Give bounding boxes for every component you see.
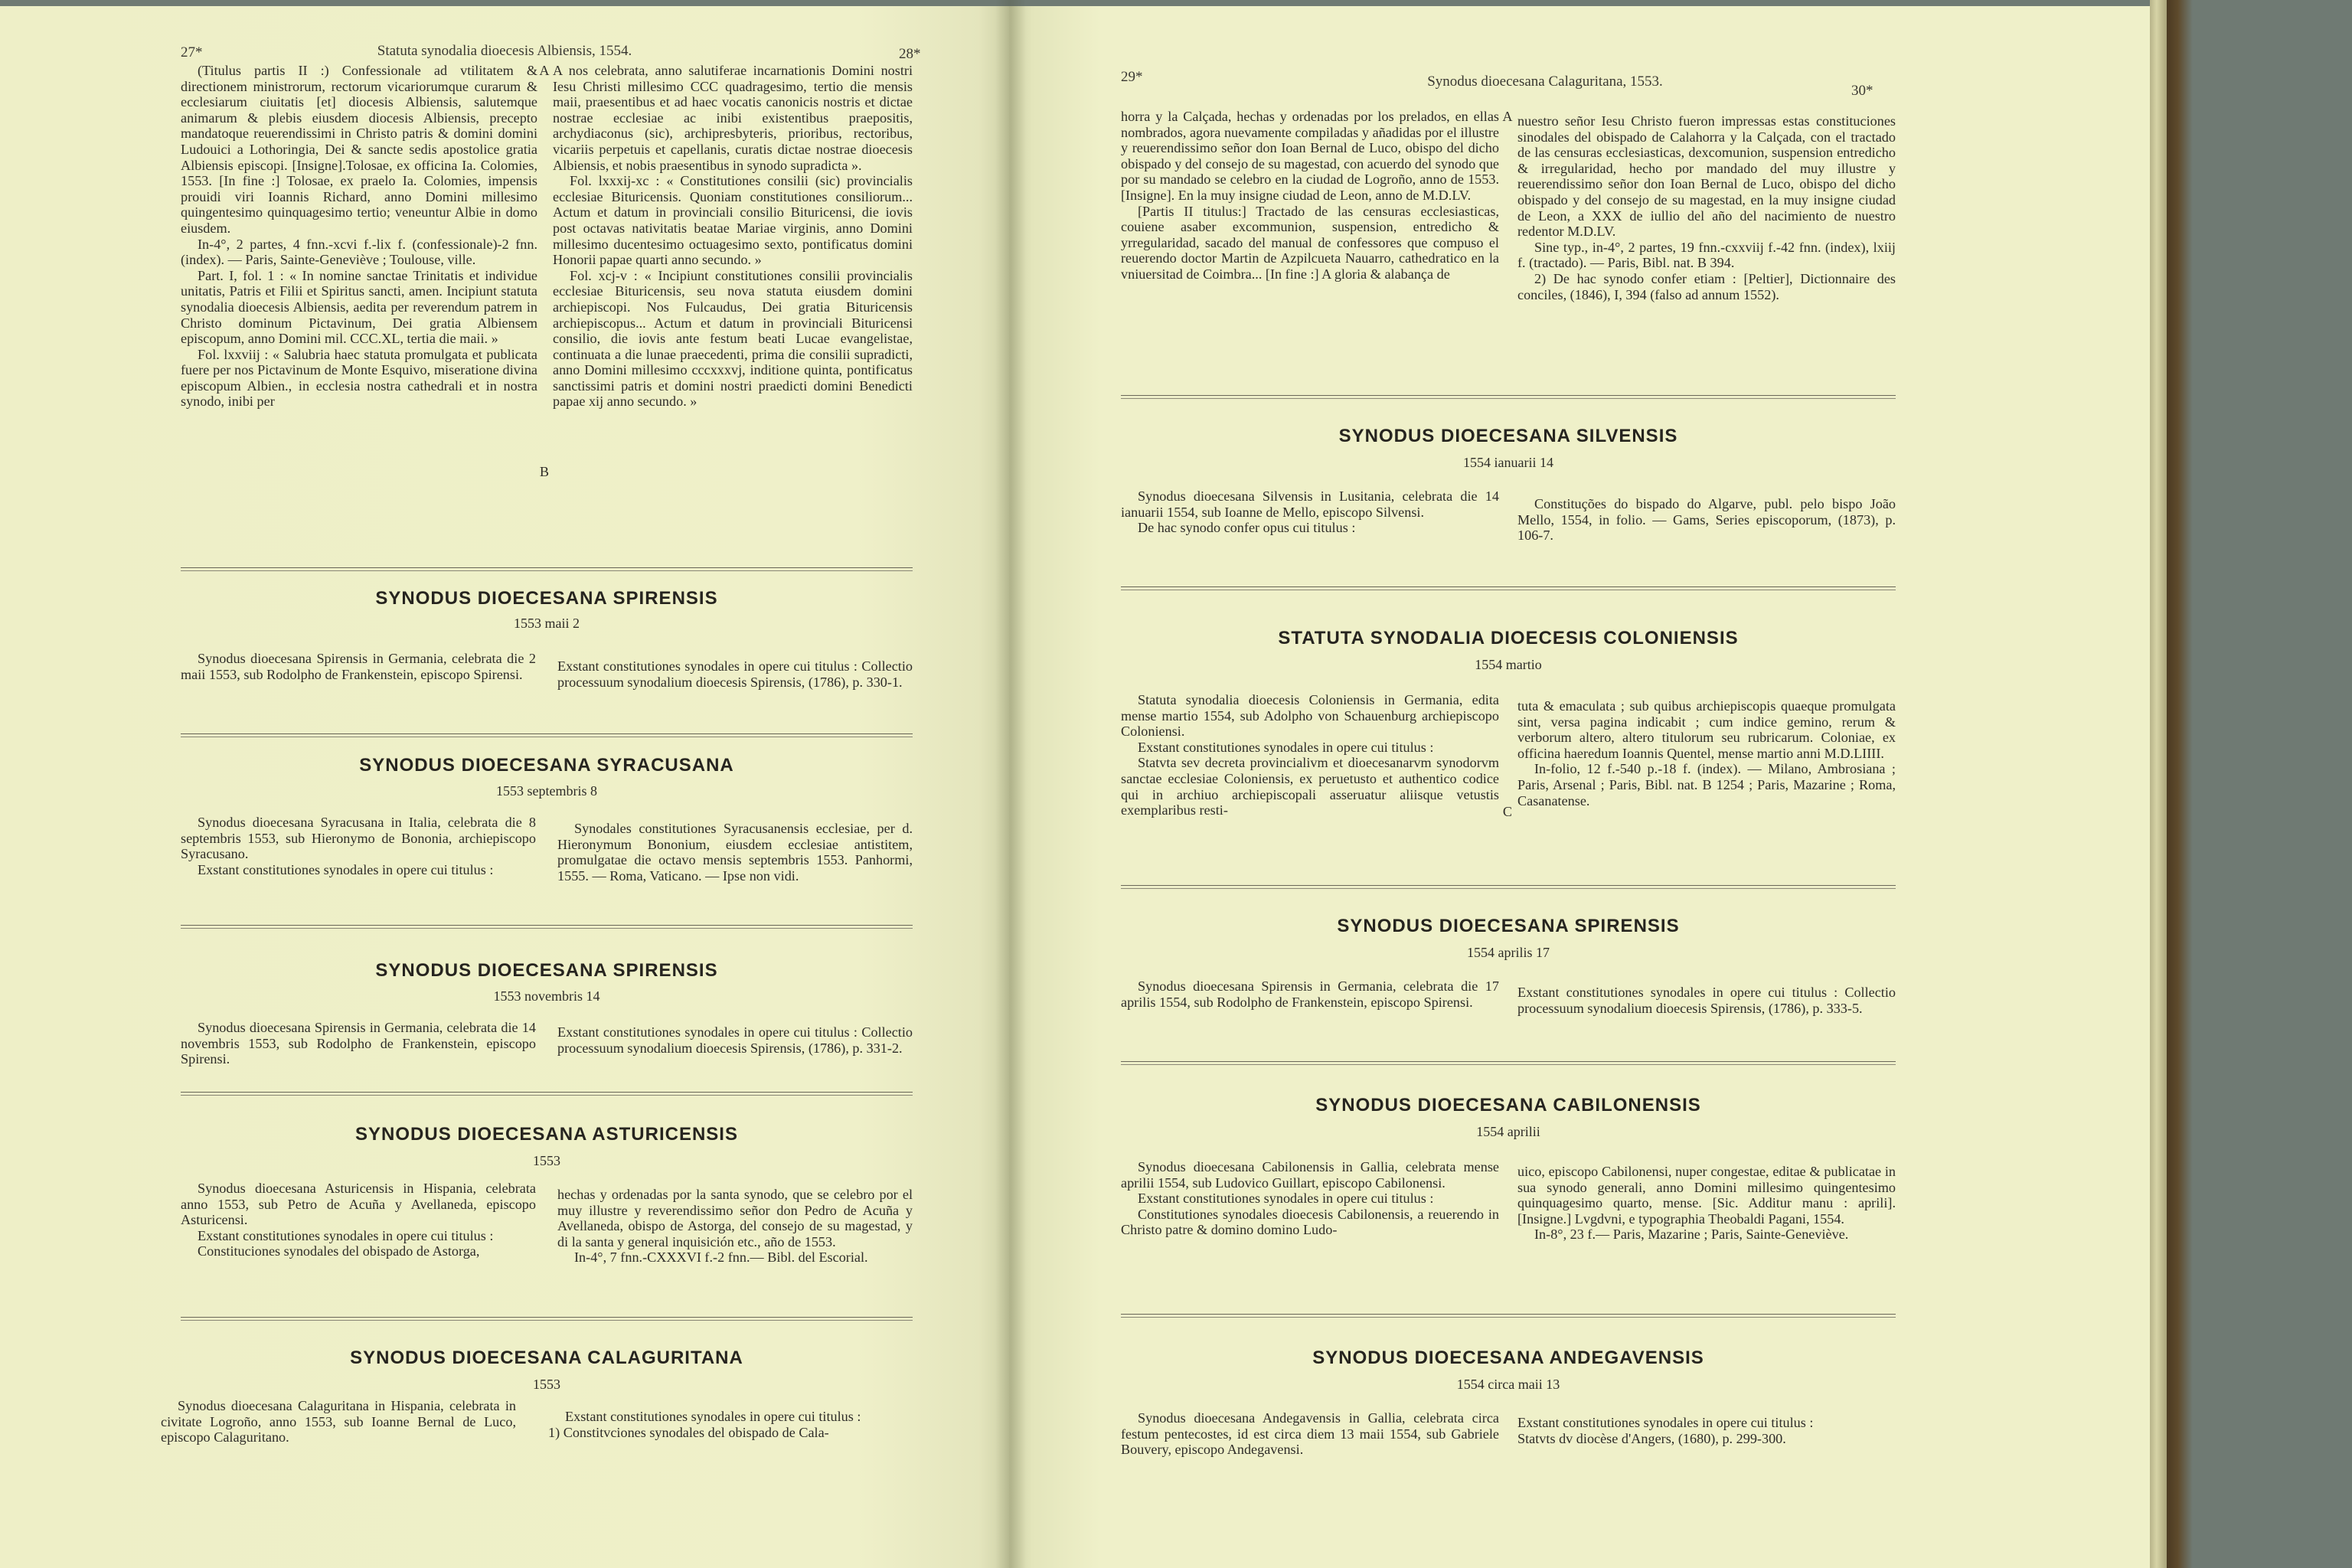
running-title-right: Synodus dioecesana Calaguritana, 1553. bbox=[1427, 74, 1663, 90]
section-divider bbox=[1121, 586, 1896, 590]
paragraph: Statvts dv diocèse d'Angers, (1680), p. 299-300. bbox=[1517, 1430, 1786, 1446]
section-column-2 bbox=[557, 658, 913, 690]
section-column-1 bbox=[1121, 978, 1499, 1010]
section-column-1 bbox=[161, 1398, 516, 1446]
paragraph: Constituciones synodales del obispado de Astorga, bbox=[198, 1243, 480, 1259]
paragraph: Synodus dioecesana Spirensis in Germania, celebrata die 2 maii 1553, sub Rodolpho de Frankenstein, episcopo Spirensi. bbox=[181, 651, 536, 682]
marginal-letter: A bbox=[1502, 109, 1513, 124]
section-column-2 bbox=[1517, 698, 1896, 808]
page-number-28: 28* bbox=[899, 46, 921, 62]
intro-column-2 bbox=[1517, 113, 1896, 302]
section-column-1 bbox=[1121, 692, 1499, 818]
paragraph: Exstant constitutiones synodales in opere cui titulus : bbox=[1138, 739, 1434, 755]
marginal-letter: B bbox=[539, 464, 550, 479]
section-date: 1554 aprilii bbox=[1476, 1124, 1540, 1139]
paragraph: tuta & emaculata ; sub quibus archiepiscopis quaeque promulgata sint, versa pagina indicabit ; cum indice gemino, rerum & verborum altero, altero titulorum seu rubricarum. Coloniae, ex officina haeredum Ioannis Quentel, mense martio anni M.D.LIIII. bbox=[1517, 698, 1896, 761]
paragraph: (Titulus partis II :) Confessionale ad vtilitatem & directionem ministrorum, rectorum vicariorumque curarum & ecclesiarum ciuitatis [et] diocesis Albiensis, salutemque animarum & plebis eiusdem diocesis Albiensis, precepto mandatoque reuerendissimi in Christo patris & domini domini Ludouici a Lothoringia, Dei & sancte sedis apostolice gratia Albiensis episcopi. [Insigne].Tolosae, ex officina Ia. Colomies, 1553. [In fine :] Tolosae, ex praelo Ia. Colomies, impensis prouidi viri Ioannis Richard, anno Domini millesimo quingentesimo quinquagesimo tertio; veneuntur Albie in domo eiusdem. bbox=[181, 63, 537, 236]
section-column-2 bbox=[1517, 985, 1896, 1016]
section-column-1 bbox=[181, 815, 536, 877]
section-divider bbox=[1121, 885, 1896, 889]
section-column-2 bbox=[548, 1409, 903, 1440]
paragraph: In-8°, 23 f.— Paris, Mazarine ; Paris, Sainte-Geneviève. bbox=[1534, 1227, 1849, 1243]
intro-column-1 bbox=[181, 63, 537, 410]
paragraph: Synodus dioecesana Andegavensis in Gallia, celebrata circa festum pentecostes, id est circa diem 13 maii 1554, sub Gabriele Bouvery, episcopo Andegavensi. bbox=[1121, 1410, 1499, 1458]
paragraph: In-4°, 7 fnn.-CXXXVI f.-2 fnn.— Bibl. del Escorial. bbox=[574, 1250, 868, 1266]
paragraph: nuestro señor Iesu Christo fueron impressas estas constituciones sinodales del obispado de Calahorra y la Calçada, con el tractado de las censuras ecclesiasticas, dexcomunion, suspension entredicho & irregularidad, hecho por mandado del muy illustre y reuerendissimo señor don Ioan Bernal de Luco, obispo del dicho obispado y del consejo de su magestad, en la muy insigne ciudad de Leon, a XXX de iullio del año del nacimiento de nuestro redentor M.D.LV. bbox=[1517, 113, 1896, 240]
section-title: SYNODUS DIOECESANA SPIRENSIS bbox=[375, 960, 718, 981]
paragraph: 1) Constitvciones synodales del obispado de Cala- bbox=[548, 1424, 829, 1440]
paragraph: Exstant constitutiones synodales in opere cui titulus : bbox=[565, 1409, 861, 1424]
right-page bbox=[1009, 6, 2150, 1568]
paragraph: [Partis II titulus:] Tractado de las censuras ecclesiasticas, couiene asaber excommunion, suspension, entredicho & yrregularidad, sacado del manual de confessores que compuso el reuerendo doctor Martin de Azpilcueta Nauarro, cathedratico en la vniuersitad de Coimbra... [In fine :] A gloria & alabança de bbox=[1121, 203, 1499, 282]
page-number-30: 30* bbox=[1851, 83, 1873, 99]
section-date: 1554 ianuarii 14 bbox=[1463, 455, 1553, 470]
section-date: 1553 bbox=[533, 1153, 560, 1168]
paragraph: Exstant constitutiones synodales in opere cui titulus : Collectio processuum synodalium dioecesis Spirensis, (1786), p. 331-2. bbox=[557, 1024, 913, 1056]
section-date: 1553 novembris 14 bbox=[493, 988, 600, 1004]
section-title: STATUTA SYNODALIA DIOECESIS COLONIENSIS bbox=[1278, 628, 1739, 648]
section-column-2 bbox=[1517, 496, 1896, 544]
paragraph: Part. I, fol. 1 : « In nomine sanctae Trinitatis et individue unitatis, Patris et Filii et Spiritus sancti, amen. Incipiunt statuta synodalia dioecesis Albiensis, aedita per reverendum patrem in Christo dominum Pictavinum, Dei gratia Albiensem episcopum, anno Domini mil. CCC.XL, tertia die maii. » bbox=[181, 267, 537, 347]
intro-column-2 bbox=[553, 63, 913, 410]
paragraph: Fol. lxxxij-xc : « Constitutiones consilii (sic) provincialis ecclesiae Bituricensis. Quoniam constitutiones consiliorum... Actum et datum in provinciali consilio Bituricensi, die iovis post octavas nativitatis beatae Mariae virginis, anno Domini millesimo ducentesimo octuagesimo sexto, pontificatus domini Honorii papae quarti anno secundo. » bbox=[553, 173, 913, 268]
marginal-letter: A bbox=[539, 63, 550, 78]
paragraph: Exstant constitutiones synodales in opere cui titulus : bbox=[1138, 1191, 1434, 1207]
paragraph: Synodus dioecesana Cabilonensis in Gallia, celebrata mense aprilii 1554, sub Ludovico Guillart, episcopo Cabilonensi. bbox=[1121, 1159, 1499, 1191]
section-column-2 bbox=[557, 1024, 913, 1056]
section-date: 1554 martio bbox=[1475, 657, 1542, 672]
section-title: SYNODUS DIOECESANA SPIRENSIS bbox=[1337, 916, 1680, 936]
section-title: SYNODUS DIOECESANA ANDEGAVENSIS bbox=[1312, 1348, 1704, 1368]
paragraph: Exstant constitutiones synodales in opere cui titulus : Collectio processuum synodalium dioecesis Spirensis, (1786), p. 333-5. bbox=[1517, 985, 1896, 1016]
section-column-1 bbox=[1121, 1159, 1499, 1238]
paragraph: In-4°, 2 partes, 4 fnn.-xcvi f.-lix f. (confessionale)-2 fnn. (index). — Paris, Sainte-Geneviève ; Toulouse, ville. bbox=[181, 236, 537, 268]
section-column-1 bbox=[181, 651, 536, 682]
paragraph: Exstant constitutiones synodales in opere cui titulus : bbox=[198, 861, 494, 877]
section-divider bbox=[181, 567, 913, 571]
section-divider bbox=[181, 1092, 913, 1096]
paragraph: Synodus dioecesana Spirensis in Germania, celebrata die 14 novembris 1553, sub Rodolpho de Frankenstein, episcopo Spirensi. bbox=[181, 1020, 536, 1067]
page-number-27: 27* bbox=[181, 44, 203, 60]
section-column-2 bbox=[1517, 1415, 1896, 1446]
section-title: SYNODUS DIOECESANA CABILONENSIS bbox=[1315, 1095, 1701, 1116]
paragraph: Exstant constitutiones synodales in opere cui titulus : bbox=[1517, 1415, 1814, 1430]
paragraph: In-folio, 12 f.-540 p.-18 f. (index). — Milano, Ambrosiana ; Paris, Arsenal ; Paris, Bibl. nat. B 1254 ; Paris, Mazarine ; Roma, Casanatense. bbox=[1517, 761, 1896, 808]
book-gutter-shadow bbox=[995, 0, 1026, 1568]
section-title: SYNODUS DIOECESANA ASTURICENSIS bbox=[355, 1124, 738, 1145]
paragraph: Synodus dioecesana Silvensis in Lusitania, celebrata die 14 ianuarii 1554, sub Ioanne de Mello, episcopo Silvensi. bbox=[1121, 488, 1499, 520]
section-column-2 bbox=[557, 1187, 913, 1266]
paragraph: horra y la Calçada, hechas y ordenadas por los prelados, en ellas nombrados, agora nuevamente compiladas y añadidas por el illustre y reuerendissimo señor don Ioan Bernal de Luco, obispo del dicho obispado y del consejo de su magestad, con acuerdo del synodo que por su mandado se celebro en la ciudad de Logroño, anno de 1553.[Insigne]. En la muy insigne ciudad de Leon, anno de M.D.LV. bbox=[1121, 109, 1499, 203]
paragraph: Synodus dioecesana Calaguritana in Hispania, celebrata in civitate Logroño, anno 1553, sub Ioanne Bernal de Luco, episcopo Calaguritano. bbox=[161, 1398, 516, 1446]
paragraph: uico, episcopo Cabilonensi, nuper congestae, editae & publicatae in sua synodo generali, anno Domini millesimo quingentesimo quinquagesimo quarto, mense. [Sic. Additur manu : aprili]. [Insigne.] Lvgdvni, e typographia Theobaldi Pagani, 1554. bbox=[1517, 1164, 1896, 1227]
marginal-letter: C bbox=[1502, 804, 1513, 819]
section-date: 1553 bbox=[533, 1377, 560, 1392]
book-cover bbox=[2167, 0, 2352, 1568]
section-title: SYNODUS DIOECESANA CALAGURITANA bbox=[350, 1348, 743, 1368]
section-column-1 bbox=[1121, 488, 1499, 536]
section-title: SYNODUS DIOECESANA SYRACUSANA bbox=[359, 755, 734, 776]
section-column-2 bbox=[557, 821, 913, 884]
paragraph: A nos celebrata, anno salutiferae incarnationis Domini nostri Iesu Christi millesimo CCC quadragesimo, tertio die mensis maii, praesentibus et ad haec vocatis canonicis nostris et dictae nostrae ecclesiae ac inibi existentibus praepositis, archydiaconus (sic), archipresbyteris, prioribus, rectoribus, vicariis perpetuis et capellanis, curatis dictae nostrae dioecesis Albiensis, et nobis praesentibus in synodo supradicta ». bbox=[553, 63, 913, 173]
paragraph: De hac synodo confer opus cui titulus : bbox=[1138, 520, 1356, 536]
paragraph: Synodus dioecesana Asturicensis in Hispania, celebrata anno 1553, sub Petro de Acuña y Avellaneda, episcopo Asturicensi. bbox=[181, 1181, 536, 1228]
section-column-1 bbox=[1121, 1410, 1499, 1458]
section-divider bbox=[1121, 395, 1896, 399]
section-column-1 bbox=[181, 1181, 536, 1259]
paragraph: Constitutiones synodales dioecesis Cabilonensis, a reuerendo in Christo patre & domino domino Ludo- bbox=[1121, 1206, 1499, 1238]
section-divider bbox=[181, 1317, 913, 1321]
section-divider bbox=[181, 733, 913, 737]
book-page-edges bbox=[2150, 0, 2167, 1568]
section-title: SYNODUS DIOECESANA SILVENSIS bbox=[1338, 426, 1678, 446]
paragraph: Exstant constitutiones synodales in opere cui titulus : bbox=[198, 1227, 494, 1243]
section-date: 1553 septembris 8 bbox=[496, 783, 597, 799]
section-column-1 bbox=[181, 1020, 536, 1067]
section-date: 1554 circa maii 13 bbox=[1456, 1377, 1560, 1392]
left-page bbox=[0, 6, 1009, 1568]
paragraph: Statuta synodalia dioecesis Coloniensis in Germania, edita mense martio 1554, sub Adolpho von Schauenburg archiepiscopo Coloniensi. bbox=[1121, 692, 1499, 740]
paragraph: Statvta sev decreta provincialivm et dioecesanarvm synodorvm sanctae ecclesiae Coloniensis, ex peruetusto et authentico codice qui in archiuo archiepiscopali asseruatur aliisque vetustis exemplaribus resti- bbox=[1121, 755, 1499, 818]
section-column-2 bbox=[1517, 1164, 1896, 1243]
section-divider bbox=[1121, 1061, 1896, 1065]
paragraph: Constituções do bispado do Algarve, publ. pelo bispo João Mello, 1554, in folio. — Gams, Series episcoporum, (1873), p. 106-7. bbox=[1517, 496, 1896, 544]
paragraph: hechas y ordenadas por la santa synodo, que se celebro por el muy illustre y reverendissimo señor don Pedro de Acuña y Avellaneda, obispo de Astorga, del consejo de su magestad, y di la santa y general inquisición etc., año de 1553. bbox=[557, 1187, 913, 1250]
paragraph: Synodus dioecesana Spirensis in Germania, celebrata die 17 aprilis 1554, sub Rodolpho de Frankenstein, episcopo Spirensi. bbox=[1121, 978, 1499, 1010]
section-title: SYNODUS DIOECESANA SPIRENSIS bbox=[375, 588, 718, 609]
running-title-left: Statuta synodalia dioecesis Albiensis, 1554. bbox=[377, 43, 632, 59]
section-divider bbox=[1121, 1314, 1896, 1318]
paragraph: Fol. lxxviij : « Salubria haec statuta promulgata et publicata fuere per nos Pictavinum de Monte Esquivo, miseratione divina episcopum Albien., in ecclesia nostra cathedrali et in nostra synodo, inibi per bbox=[181, 346, 537, 410]
paragraph: Synodales constitutiones Syracusanensis ecclesiae, per d. Hieronymum Bononium, eiusdem ecclesiae antistitem, promulgatae die octavo mensis septembris 1553. Panhormi, 1555. — Roma, Vaticano. — Ipse non vidi. bbox=[557, 821, 913, 884]
paragraph: 2) De hac synodo confer etiam : [Peltier], Dictionnaire des conciles, (1846), I, 394 (falso ad annum 1552). bbox=[1517, 270, 1896, 302]
paragraph: Sine typ., in-4°, 2 partes, 19 fnn.-cxxviij f.-42 fnn. (index), lxiij f. (tractado). — Paris, Bibl. nat. B 394. bbox=[1517, 239, 1896, 271]
page-number-29: 29* bbox=[1121, 69, 1143, 85]
section-date: 1553 maii 2 bbox=[514, 616, 580, 631]
section-divider bbox=[181, 925, 913, 929]
intro-column-1 bbox=[1121, 109, 1499, 283]
paragraph: Synodus dioecesana Syracusana in Italia, celebrata die 8 septembris 1553, sub Hieronymo de Bononia, archiepiscopo Syracusano. bbox=[181, 815, 536, 862]
section-date: 1554 aprilis 17 bbox=[1467, 945, 1550, 960]
paragraph: Fol. xcj-v : « Incipiunt constitutiones consilii provincialis ecclesiae Bituricensis, seu nova statuta eiusdem domini archiepiscopi. Nos Fulcaudus, Dei gratia Bituricensis archiepiscopus... Actum et datum in provinciali Bituricensi consilio, die iovis ante festum beati Lucae evangelistae, continuata a die lunae praecedenti, prima die consilii supradicti, anno Domini millesimo cccxxxvj, inditione quinta, pontificatus sanctissimi patris et domini nostri praedicti domini Benedicti papae xij anno secundo. » bbox=[553, 267, 913, 410]
paragraph: Exstant constitutiones synodales in opere cui titulus : Collectio processuum synodalium dioecesis Spirensis, (1786), p. 330-1. bbox=[557, 658, 913, 690]
